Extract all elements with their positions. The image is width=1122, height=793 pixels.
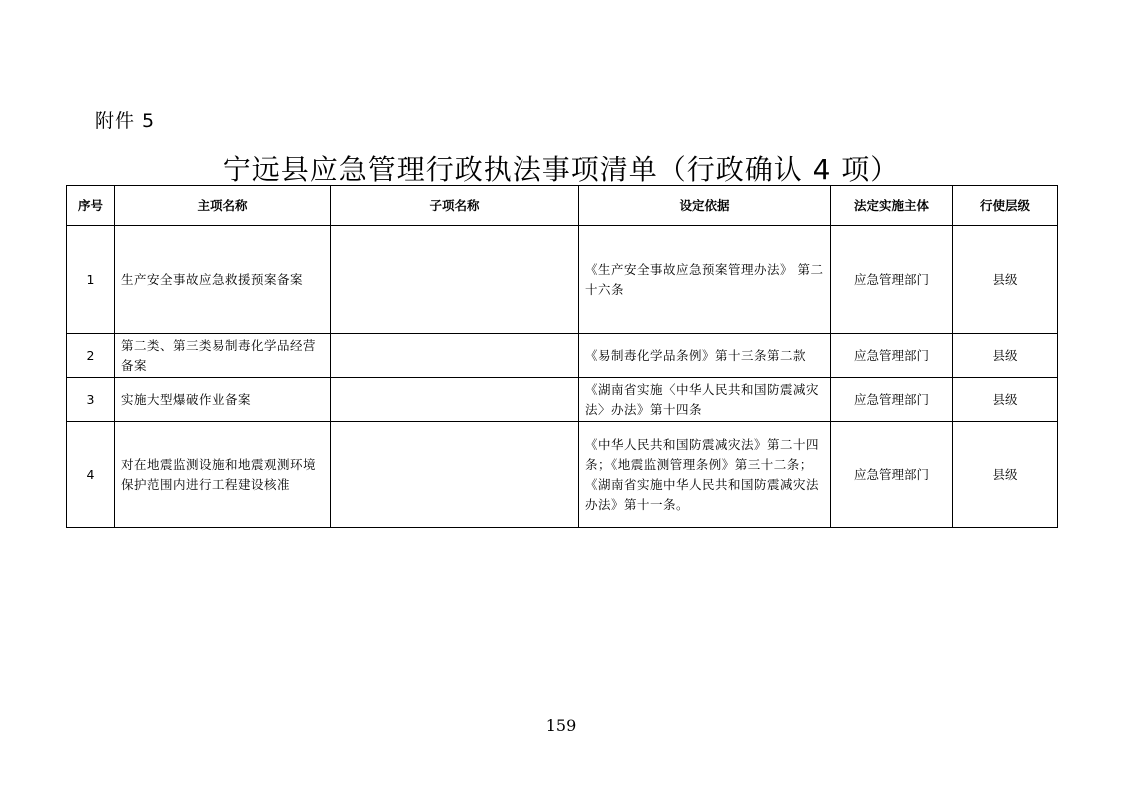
- cell-sub-item: [331, 422, 579, 528]
- cell-basis: [579, 334, 831, 378]
- basis-line: 《生产安全事故应急预案管理办法》 第二十六条: [585, 261, 824, 297]
- cell-main-item: 第二类、第三类易制毒化学品经营备案: [115, 334, 331, 378]
- basis-line: 《湖南省实施〈中华人民共和国防震减灾法〉办法》第十四条: [585, 381, 820, 417]
- cell-subject: 应急管理部门: [831, 334, 953, 378]
- document-title: 宁远县应急管理行政执法事项清单（行政确认 4 项）: [222, 153, 900, 186]
- cell-main-item: 对在地震监测设施和地震观测环境保护范围内进行工程建设核准: [115, 422, 331, 528]
- header-subject: 法定实施主体: [831, 186, 953, 226]
- cell-basis: [579, 226, 831, 334]
- cell-subject: 应急管理部门: [831, 226, 953, 334]
- header-sub-item: 子项名称: [331, 186, 579, 226]
- cell-sub-item: [331, 226, 579, 334]
- attachment-label: 附件 5: [95, 110, 156, 132]
- header-basis: 设定依据: [579, 186, 831, 226]
- cell-sub-item: [331, 378, 579, 422]
- basis-line: 《易制毒化学品条例》第十三条第二款: [585, 347, 807, 363]
- cell-level: 县级: [953, 334, 1058, 378]
- basis-line: 《湖南省实施中华人民共和国防震减灾法办法》第十一条。: [585, 476, 820, 512]
- cell-seq: 3: [67, 378, 115, 422]
- header-main-item: 主项名称: [115, 186, 331, 226]
- cell-subject: 应急管理部门: [831, 378, 953, 422]
- table-row: [67, 334, 1058, 378]
- basis-line: 《中华人民共和国防震减灾法》第二十四条；《地震监测管理条例》第三十二条；: [585, 436, 820, 472]
- header-level: 行使层级: [953, 186, 1058, 226]
- cell-seq: 4: [67, 422, 115, 528]
- cell-basis: [579, 422, 831, 528]
- header-seq: 序号: [67, 186, 115, 226]
- table-row: [67, 226, 1058, 334]
- cell-level: 县级: [953, 422, 1058, 528]
- cell-sub-item: [331, 334, 579, 378]
- enforcement-items-table: [66, 185, 1058, 528]
- table-row: [67, 378, 1058, 422]
- cell-basis: [579, 378, 831, 422]
- cell-seq: 1: [67, 226, 115, 334]
- table-row: [67, 422, 1058, 528]
- cell-level: 县级: [953, 378, 1058, 422]
- cell-main-item: 生产安全事故应急救援预案备案: [115, 226, 331, 334]
- page-number: 159: [545, 716, 577, 735]
- cell-seq: 2: [67, 334, 115, 378]
- table-header-row: [67, 186, 1058, 226]
- cell-main-item: 实施大型爆破作业备案: [115, 378, 331, 422]
- cell-subject: 应急管理部门: [831, 422, 953, 528]
- cell-level: 县级: [953, 226, 1058, 334]
